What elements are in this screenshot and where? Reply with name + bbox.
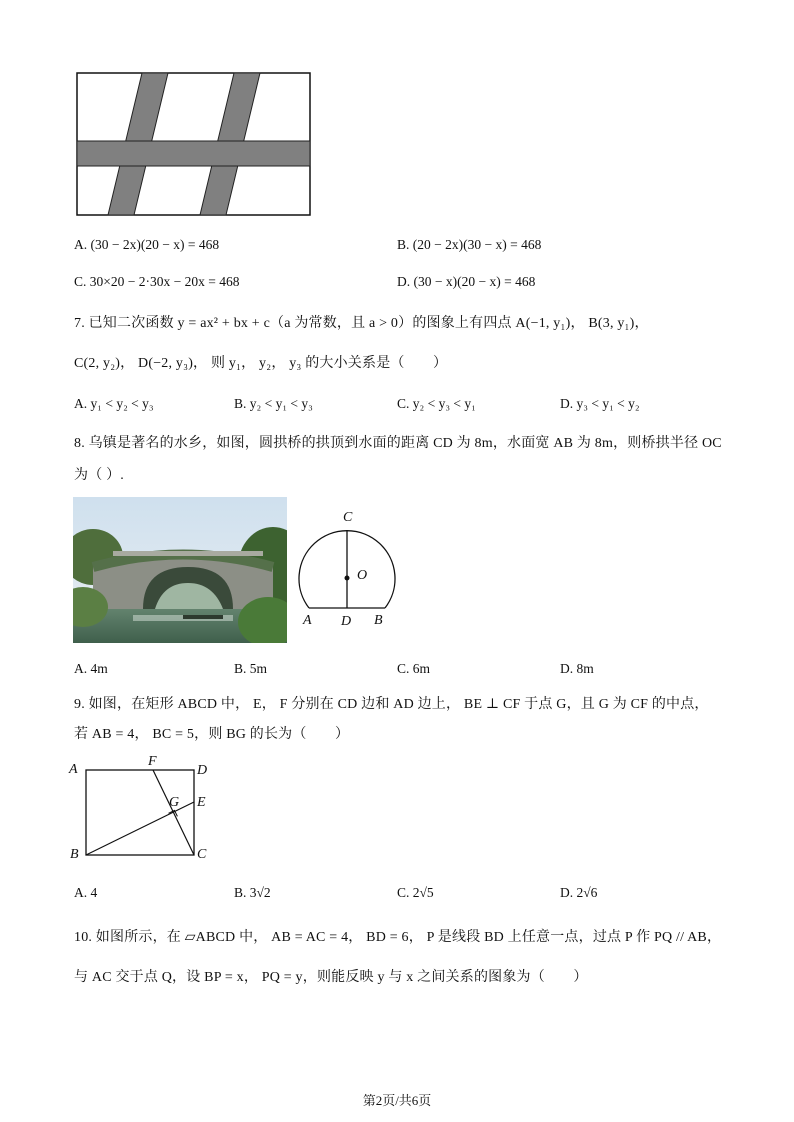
q9-stem-line2: 若 AB = 4， BC = 5，则 BG 的长为（ ） [74,727,350,742]
center-point-o [345,576,350,581]
label-d: D [197,763,208,778]
q7-option-c[interactable]: C. y₂ < y₃ < y₁ [397,396,476,411]
label-g: G [169,795,180,810]
q6-option-d[interactable]: D. (30 − x)(20 − x) = 468 [397,274,536,289]
label-a: A [303,613,312,628]
q6-option-b[interactable]: B. (20 − 2x)(30 − x) = 468 [397,237,542,252]
bridge-photo [73,497,287,643]
q8-stem-line1: 8. 乌镇是著名的水乡，如图，圆拱桥的拱顶到水面的距离 CD 为 8m，水面宽 AB 为 8m，则桥拱半径 OC [74,436,722,451]
q6-option-a[interactable]: A. (30 − 2x)(20 − x) = 468 [74,237,220,252]
label-e: E [197,795,206,810]
label-d: D [341,614,352,629]
q8-stem-line2: 为（ ）. [74,468,124,483]
page-footer: 第2页/共6页 [362,1093,432,1108]
road-diagram [74,70,314,218]
q7-stem-line1: 7. 已知二次函数 y = ax² + bx + c（a 为常数，且 a > 0）的图象上有四点 A(−1, y₁)， B(3, y₁)， [74,316,649,331]
q8-option-c[interactable]: C. 6m [397,661,431,676]
q9-option-b[interactable]: B. 3√2 [234,885,271,900]
q9-option-c[interactable]: C. 2√5 [397,885,434,900]
q8-option-b[interactable]: B. 5m [234,661,268,676]
q7-option-b[interactable]: B. y₂ < y₁ < y₃ [234,396,313,411]
label-a: A [69,762,78,777]
label-b: B [70,847,79,862]
q9-option-a[interactable]: A. 4 [74,885,98,900]
q8-option-a[interactable]: A. 4m [74,661,108,676]
label-b: B [374,613,383,628]
q7-option-d[interactable]: D. y₃ < y₁ < y₂ [560,396,640,411]
q10-stem-line1: 10. 如图所示，在 ▱ABCD 中， AB = AC = 4， BD = 6， P 是线段 BD 上任意一点，过点 P 作 PQ // AB， [74,930,722,945]
q9-stem-line1: 9. 如图，在矩形 ABCD 中， E， F 分别在 CD 边和 AD 边上， BE ⊥ CF 于点 G，且 G 为 CF 的中点， [74,697,709,712]
rectangle-diagram [80,760,210,870]
road-horizontal [77,141,310,166]
label-o: O [357,568,368,583]
q10-stem-line2: 与 AC 交于点 Q，设 BP = x， PQ = y，则能反映 y 与 x 之间关系的图象为（ ） [74,970,588,985]
q8-option-d[interactable]: D. 8m [560,661,594,676]
q9-option-d[interactable]: D. 2√6 [560,885,598,900]
label-f: F [148,754,157,769]
q7-stem-line2: C(2, y₂)， D(−2, y₃)， 则 y₁， y₂， y₃ 的大小关系是（ ） [74,356,448,371]
q6-option-c[interactable]: C. 30×20 − 2·30x − 20x = 468 [74,274,240,289]
q7-option-a[interactable]: A. y₁ < y₂ < y₃ [74,396,154,411]
label-c: C [343,510,353,525]
label-c: C [197,847,207,862]
